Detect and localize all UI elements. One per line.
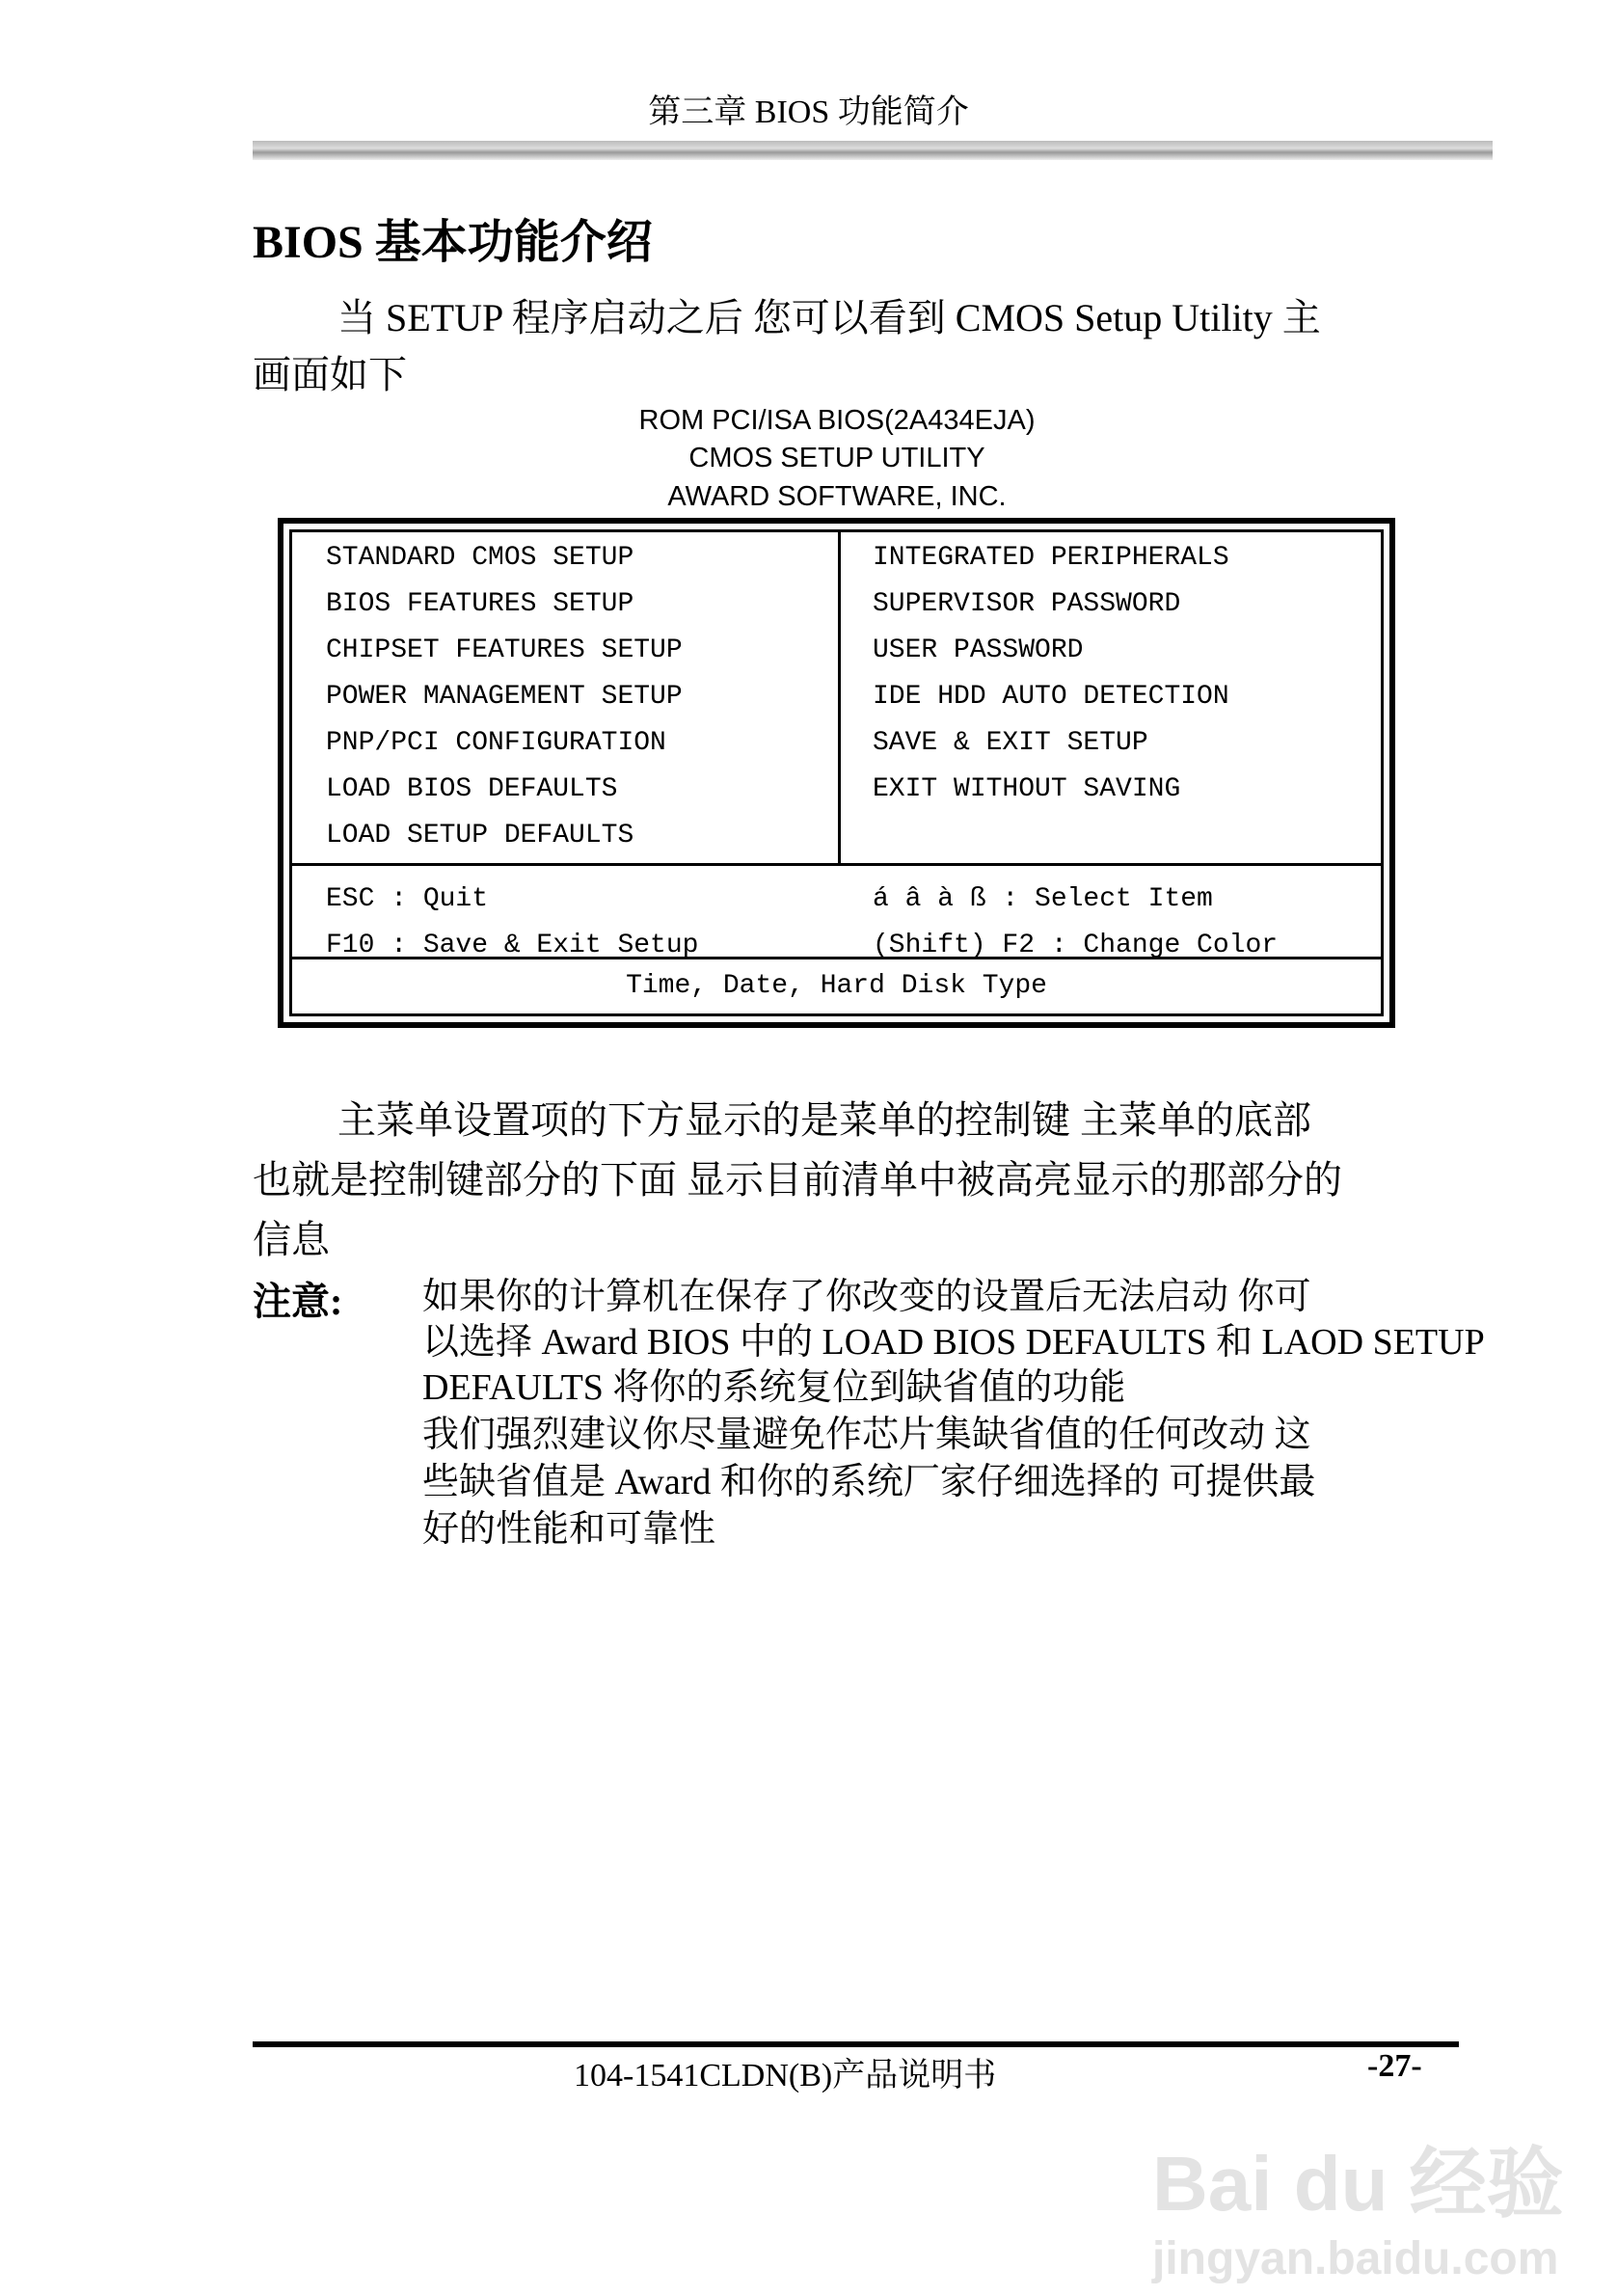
key-arrows: á â à ß : Select Item: [873, 884, 1213, 914]
bios-title: CMOS SETUP UTILITY: [688, 443, 985, 473]
status-line: Time, Date, Hard Disk Type: [626, 971, 1047, 1001]
note-line: 我们强烈建议你尽量避免作芯片集缺省值的任何改动 这: [422, 1415, 1311, 1455]
chapter-header: 第三章 BIOS 功能简介: [648, 95, 969, 130]
menu-item-left: PNP/PCI CONFIGURATION: [326, 728, 666, 758]
para-line: 信息: [253, 1218, 330, 1261]
para-line: 也就是控制键部分的下面 显示目前清单中被高亮显示的那部分的: [253, 1158, 1342, 1202]
note-line: 以选择 Award BIOS 中的 LOAD BIOS DEFAULTS 和 LAOD SETUP: [422, 1322, 1485, 1363]
note-line: 些缺省值是 Award 和你的系统厂家仔细选择的 可提供最: [422, 1462, 1316, 1502]
key-shift-f2: (Shift) F2 : Change Color: [873, 931, 1279, 960]
footer-rule: [253, 2041, 1459, 2047]
menu-item-right: SAVE & EXIT SETUP: [873, 728, 1148, 758]
menu-item-left: POWER MANAGEMENT SETUP: [326, 682, 683, 712]
header-rule: [253, 141, 1493, 160]
menu-item-right: SUPERVISOR PASSWORD: [873, 589, 1181, 619]
intro-line: 当 SETUP 程序启动之后 您可以看到 CMOS Setup Utility 主: [337, 296, 1321, 339]
watermark-brand: Bai du 经验: [1152, 2141, 1564, 2227]
menu-item-right: IDE HDD AUTO DETECTION: [873, 682, 1229, 712]
note-line: 好的性能和可靠性: [422, 1509, 716, 1550]
menu-item-right: EXIT WITHOUT SAVING: [873, 774, 1181, 804]
watermark-url: jingyan.baidu.com: [1152, 2233, 1559, 2284]
section-heading: BIOS 基本功能介绍: [253, 217, 653, 268]
note-line: 如果你的计算机在保存了你改变的设置后无法启动 你可: [422, 1277, 1311, 1317]
divider: [292, 863, 1381, 866]
footer-text: 104-1541CLDN(B)产品说明书: [574, 2058, 997, 2093]
note-label: 注意:: [253, 1280, 343, 1323]
column-divider: [838, 532, 841, 863]
bios-setup-screen: [278, 518, 1395, 1028]
intro-line: 画面如下: [253, 353, 407, 396]
menu-item-left: LOAD BIOS DEFAULTS: [326, 774, 618, 804]
menu-item-left: LOAD SETUP DEFAULTS: [326, 821, 634, 851]
menu-item-left: CHIPSET FEATURES SETUP: [326, 635, 683, 665]
baidu-watermark: [1152, 2054, 1564, 2285]
para-line: 主菜单设置项的下方显示的是菜单的控制键 主菜单的底部: [337, 1098, 1311, 1142]
menu-item-right: INTEGRATED PERIPHERALS: [873, 543, 1229, 573]
bios-title: AWARD SOFTWARE, INC.: [667, 481, 1007, 512]
menu-item-left: STANDARD CMOS SETUP: [326, 543, 634, 573]
bios-title: ROM PCI/ISA BIOS(2A434EJA): [638, 405, 1036, 436]
key-f10: F10 : Save & Exit Setup: [326, 931, 699, 960]
menu-item-right: USER PASSWORD: [873, 635, 1084, 665]
note-line: DEFAULTS 将你的系统复位到缺省值的功能: [422, 1367, 1126, 1408]
page-number: -27-: [1367, 2048, 1422, 2084]
menu-item-left: BIOS FEATURES SETUP: [326, 589, 634, 619]
key-esc: ESC : Quit: [326, 884, 489, 914]
